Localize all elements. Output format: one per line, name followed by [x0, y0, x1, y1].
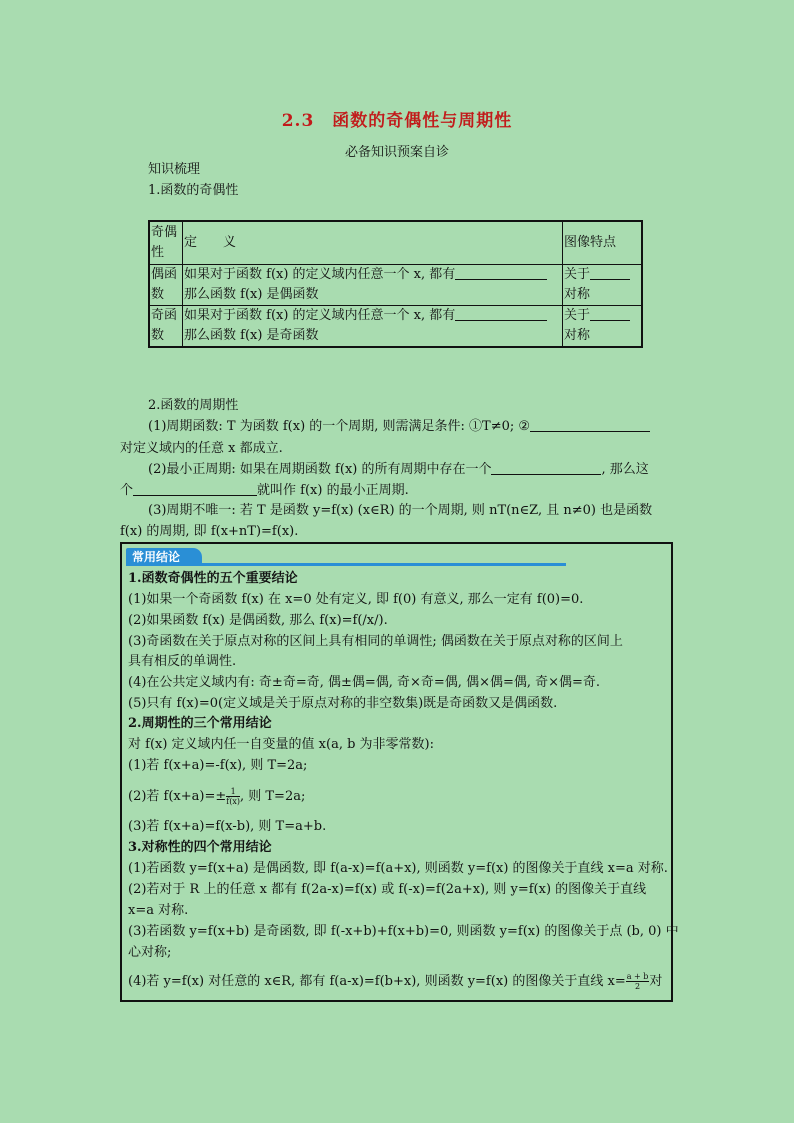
parity-definition-table	[148, 220, 643, 348]
formula-text: 对	[649, 974, 663, 989]
definition-text: 那么函数 f(x) 是奇函数	[184, 328, 319, 343]
section-2-heading: 2.函数的周期性	[148, 398, 239, 413]
common-conclusions-tab: 常用结论	[126, 548, 202, 566]
page-title: 2.3 函数的奇偶性与周期性	[281, 111, 513, 131]
conclusion-text: 具有相反的单调性.	[128, 654, 237, 669]
feature-text: 关于	[564, 308, 591, 323]
graph-feature-cell	[563, 306, 643, 348]
section-1-heading: 1.函数的奇偶性	[148, 183, 239, 198]
definition-text: 如果对于函数 f(x) 的定义域内任意一个 x, 都有	[184, 267, 456, 282]
answer-blank[interactable]	[491, 460, 601, 475]
paragraph-text: 个	[120, 483, 134, 498]
paragraph-text: (1)周期函数: T 为函数 f(x) 的一个周期, 则需满足条件: ①T≠0; ②	[148, 419, 531, 434]
section-label: 知识梳理	[148, 162, 201, 177]
paragraph-text: 就叫作 f(x) 的最小正周期.	[257, 483, 409, 498]
periodicity-line	[148, 460, 649, 480]
paragraph-text: (3)周期不唯一: 若 T 是函数 y=f(x) (x∈R) 的一个周期, 则 nT(n∈Z, 且 n≠0) 也是函数	[148, 503, 653, 518]
table-header-cell: 图像特点	[563, 221, 643, 265]
feature-text: 对称	[564, 328, 591, 343]
formula-text: , 则 T=2a;	[239, 789, 306, 804]
conclusion-text: (2)若对于 R 上的任意 x 都有 f(2a-x)=f(x) 或 f(-x)=f(2a+x), 则 y=f(x) 的图像关于直线	[128, 882, 647, 897]
fraction	[626, 972, 650, 991]
conclusion-text: (1)如果一个奇函数 f(x) 在 x=0 处有定义, 即 f(0) 有意义, 那么一定有 f(0)=0.	[128, 592, 584, 607]
fraction-denominator: f(x)	[226, 797, 240, 806]
periodicity-line	[148, 417, 650, 437]
conclusion-heading: 2.周期性的三个常用结论	[128, 716, 272, 731]
feature-text: 关于	[564, 267, 591, 282]
conclusion-text: (3)奇函数在关于原点对称的区间上具有相同的单调性; 偶函数在关于原点对称的区间上	[128, 634, 623, 649]
table-row	[149, 265, 642, 306]
fraction-numerator: 1	[226, 787, 240, 797]
conclusion-heading: 3.对称性的四个常用结论	[128, 840, 272, 855]
answer-blank[interactable]	[530, 417, 650, 432]
table-header-row	[149, 221, 642, 265]
conclusion-text	[128, 972, 662, 992]
function-type-cell: 奇函数	[149, 306, 183, 348]
answer-blank[interactable]	[455, 306, 547, 321]
page-subtitle: 必备知识预案自诊	[344, 145, 449, 160]
answer-blank[interactable]	[133, 481, 257, 496]
table-header-cell: 奇偶性	[149, 221, 183, 265]
answer-blank[interactable]	[590, 306, 630, 321]
conclusion-heading: 1.函数奇偶性的五个重要结论	[128, 571, 298, 586]
answer-blank[interactable]	[590, 265, 630, 280]
feature-text: 对称	[564, 287, 591, 302]
function-type-cell: 偶函数	[149, 265, 183, 306]
table-header-cell: 定 义	[183, 221, 563, 265]
periodicity-line	[120, 481, 409, 501]
conclusion-text: (2)如果函数 f(x) 是偶函数, 那么 f(x)=f(/x/).	[128, 613, 388, 628]
conclusion-text: (1)若 f(x+a)=-f(x), 则 T=2a;	[128, 758, 308, 773]
conclusion-text: (3)若函数 y=f(x+b) 是奇函数, 即 f(-x+b)+f(x+b)=0, 则函数 y=f(x) 的图像关于点 (b, 0) 中	[128, 924, 679, 939]
answer-blank[interactable]	[455, 265, 547, 280]
conclusion-text	[128, 787, 305, 807]
conclusion-text: x=a 对称.	[128, 903, 189, 918]
formula-text: (2)若 f(x+a)=±	[128, 789, 227, 804]
definition-cell	[183, 306, 563, 348]
definition-text: 那么函数 f(x) 是偶函数	[184, 287, 319, 302]
conclusion-text: (3)若 f(x+a)=f(x-b), 则 T=a+b.	[128, 819, 327, 834]
fraction	[226, 787, 240, 806]
conclusion-text: (1)若函数 y=f(x+a) 是偶函数, 即 f(a-x)=f(a+x), 则函数 y=f(x) 的图像关于直线 x=a 对称.	[128, 861, 668, 876]
conclusion-text: 心对称;	[128, 945, 172, 960]
definition-cell	[183, 265, 563, 306]
paragraph-text: f(x) 的周期, 即 f(x+nT)=f(x).	[120, 524, 299, 539]
table-row	[149, 306, 642, 348]
common-conclusions-box	[120, 542, 679, 1002]
fraction-numerator: a + b	[626, 972, 649, 981]
conclusion-text: (4)在公共定义域内有: 奇±奇=奇, 偶±偶=偶, 奇×奇=偶, 偶×偶=偶, 奇×偶=奇.	[128, 675, 601, 690]
conclusion-text: 对 f(x) 定义域内任一自变量的值 x(a, b 为非零常数):	[128, 737, 435, 752]
definition-text: 如果对于函数 f(x) 的定义域内任意一个 x, 都有	[184, 308, 456, 323]
paragraph-text: (2)最小正周期: 如果在周期函数 f(x) 的所有周期中存在一个	[148, 462, 492, 477]
paragraph-text: 对定义域内的任意 x 都成立.	[120, 441, 283, 456]
fraction-denominator: 2	[635, 982, 641, 991]
paragraph-text: , 那么这	[601, 462, 649, 477]
graph-feature-cell	[563, 265, 643, 306]
formula-text: (4)若 y=f(x) 对任意的 x∈R, 都有 f(a-x)=f(b+x), 则函数 y=f(x) 的图像关于直线 x=	[128, 974, 626, 989]
conclusion-text: (5)只有 f(x)=0(定义域是关于原点对称的非空数集)既是奇函数又是偶函数.	[128, 696, 558, 711]
